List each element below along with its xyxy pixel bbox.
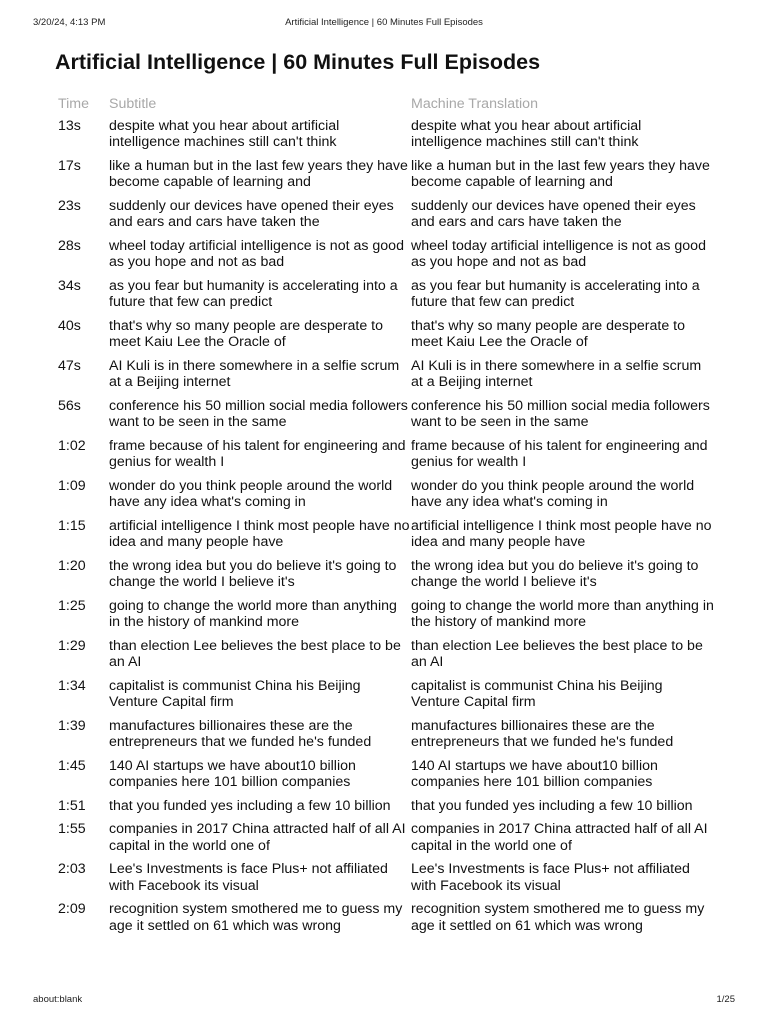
table-row [52, 358, 714, 398]
table-row [52, 758, 714, 798]
time-cell: 1:02 [58, 437, 86, 454]
table-row [52, 558, 714, 598]
time-cell: 23s [58, 197, 81, 214]
translation-cell: despite what you hear about artificial intelligence machines still can't think [411, 117, 642, 151]
subtitle-cell: Lee's Investments is face Plus+ not affiliated with Facebook its visual [109, 861, 388, 894]
table-row [52, 318, 714, 358]
translation-cell: wonder do you think people around the world have any idea what's coming in [411, 477, 695, 511]
subtitle-cell: suddenly our devices have opened their eyes and ears and cars have taken the [109, 197, 394, 231]
translation-cell: like a human but in the last few years they have become capable of learning and [411, 157, 710, 191]
subtitle-cell: artificial intelligence I think most people have no idea and many people have [109, 517, 410, 551]
subtitle-cell: companies in 2017 China attracted half of all AI capital in the world one of [109, 821, 406, 854]
translation-cell: conference his 50 million social media followers want to be seen in the same [411, 397, 710, 431]
time-cell: 1:29 [58, 637, 86, 654]
time-cell: 47s [58, 357, 81, 374]
subtitle-cell: frame because of his talent for engineering and genius for wealth I [109, 437, 406, 471]
subtitle-cell: despite what you hear about artificial intelligence machines still can't think [109, 117, 340, 151]
translation-cell: wheel today artificial intelligence is not as good as you hope and not as bad [411, 237, 706, 271]
subtitle-cell: like a human but in the last few years they have become capable of learning and [109, 157, 408, 191]
table-row [52, 821, 714, 861]
time-cell: 2:03 [58, 861, 86, 877]
time-cell: 56s [58, 397, 81, 414]
subtitle-cell: recognition system smothered me to guess my age it settled on 61 which was wrong [109, 901, 403, 934]
subtitle-cell: that you funded yes including a few 10 billion [109, 797, 391, 814]
table-row [52, 158, 714, 198]
time-cell: 1:09 [58, 477, 86, 494]
table-row [52, 678, 714, 718]
table-row [52, 718, 714, 758]
translation-cell: capitalist is communist China his Beijing Venture Capital firm [411, 677, 663, 711]
time-cell: 13s [58, 117, 81, 134]
subtitle-cell: the wrong idea but you do believe it's going to change the world I believe it's [109, 557, 397, 591]
subtitle-cell: going to change the world more than anything in the history of mankind more [109, 597, 397, 631]
subtitle-cell: as you fear but humanity is accelerating into a future that few can predict [109, 277, 398, 311]
translation-cell: 140 AI startups we have about10 billion companies here 101 billion companies [411, 757, 658, 791]
subtitle-cell: than election Lee believes the best place to be an AI [109, 637, 401, 671]
translation-cell: artificial intelligence I think most people have no idea and many people have [411, 517, 712, 551]
transcript-table [52, 95, 714, 941]
table-row [52, 398, 714, 438]
time-cell: 1:34 [58, 677, 86, 694]
time-cell: 1:20 [58, 557, 86, 574]
table-row [52, 198, 714, 238]
table-row [52, 518, 714, 558]
table-row [52, 798, 714, 821]
time-cell: 1:55 [58, 821, 86, 837]
translation-cell: going to change the world more than anything in the history of mankind more [411, 597, 714, 631]
print-url: about:blank [33, 994, 83, 1005]
column-header-translation: Machine Translation [411, 96, 538, 112]
print-date: 3/20/24, 4:13 PM [33, 17, 106, 28]
page-number: 1/25 [716, 994, 735, 1005]
table-row [52, 238, 714, 278]
time-cell: 34s [58, 277, 81, 294]
time-cell: 28s [58, 237, 81, 254]
time-cell: 2:09 [58, 901, 86, 917]
subtitle-cell: capitalist is communist China his Beijing Venture Capital firm [109, 677, 361, 711]
table-row [52, 598, 714, 638]
subtitle-cell: manufactures billionaires these are the entrepreneurs that we funded he's funded [109, 717, 372, 751]
print-header [33, 17, 735, 31]
table-row [52, 118, 714, 158]
translation-cell: as you fear but humanity is accelerating into a future that few can predict [411, 277, 700, 311]
subtitle-cell: 140 AI startups we have about10 billion companies here 101 billion companies [109, 757, 356, 791]
subtitle-cell: wheel today artificial intelligence is not as good as you hope and not as bad [109, 237, 404, 271]
table-row [52, 278, 714, 318]
translation-cell: AI Kuli is in there somewhere in a selfie scrum at a Beijing internet [411, 357, 702, 391]
column-header-subtitle: Subtitle [109, 96, 157, 112]
translation-cell: recognition system smothered me to guess my age it settled on 61 which was wrong [411, 901, 705, 934]
subtitle-cell: AI Kuli is in there somewhere in a selfie scrum at a Beijing internet [109, 357, 400, 391]
table-row [52, 901, 714, 941]
column-header-time: Time [58, 96, 90, 112]
translation-cell: frame because of his talent for engineering and genius for wealth I [411, 437, 708, 471]
translation-cell: Lee's Investments is face Plus+ not affiliated with Facebook its visual [411, 861, 690, 894]
subtitle-cell: wonder do you think people around the world have any idea what's coming in [109, 477, 393, 511]
table-row [52, 438, 714, 478]
translation-cell: manufactures billionaires these are the entrepreneurs that we funded he's funded [411, 717, 674, 751]
print-footer [33, 994, 735, 1008]
subtitle-cell: that's why so many people are desperate to meet Kaiu Lee the Oracle of [109, 317, 384, 351]
print-doc-title: Artificial Intelligence | 60 Minutes Full Episodes [285, 17, 483, 28]
translation-cell: companies in 2017 China attracted half of all AI capital in the world one of [411, 821, 708, 854]
table-row [52, 638, 714, 678]
translation-cell: that you funded yes including a few 10 billion [411, 797, 693, 814]
translation-cell: suddenly our devices have opened their eyes and ears and cars have taken the [411, 197, 696, 231]
table-row [52, 478, 714, 518]
subtitle-cell: conference his 50 million social media followers want to be seen in the same [109, 397, 408, 431]
page-title: Artificial Intelligence | 60 Minutes Full Episodes [55, 50, 541, 74]
time-cell: 1:25 [58, 597, 86, 614]
translation-cell: that's why so many people are desperate to meet Kaiu Lee the Oracle of [411, 317, 686, 351]
time-cell: 1:51 [58, 797, 86, 814]
translation-cell: the wrong idea but you do believe it's going to change the world I believe it's [411, 557, 699, 591]
time-cell: 40s [58, 317, 81, 334]
time-cell: 1:15 [58, 517, 86, 534]
time-cell: 1:45 [58, 757, 86, 774]
time-cell: 17s [58, 157, 81, 174]
time-cell: 1:39 [58, 717, 86, 734]
table-row [52, 861, 714, 901]
translation-cell: than election Lee believes the best place to be an AI [411, 637, 703, 671]
table-header-row [52, 95, 714, 118]
